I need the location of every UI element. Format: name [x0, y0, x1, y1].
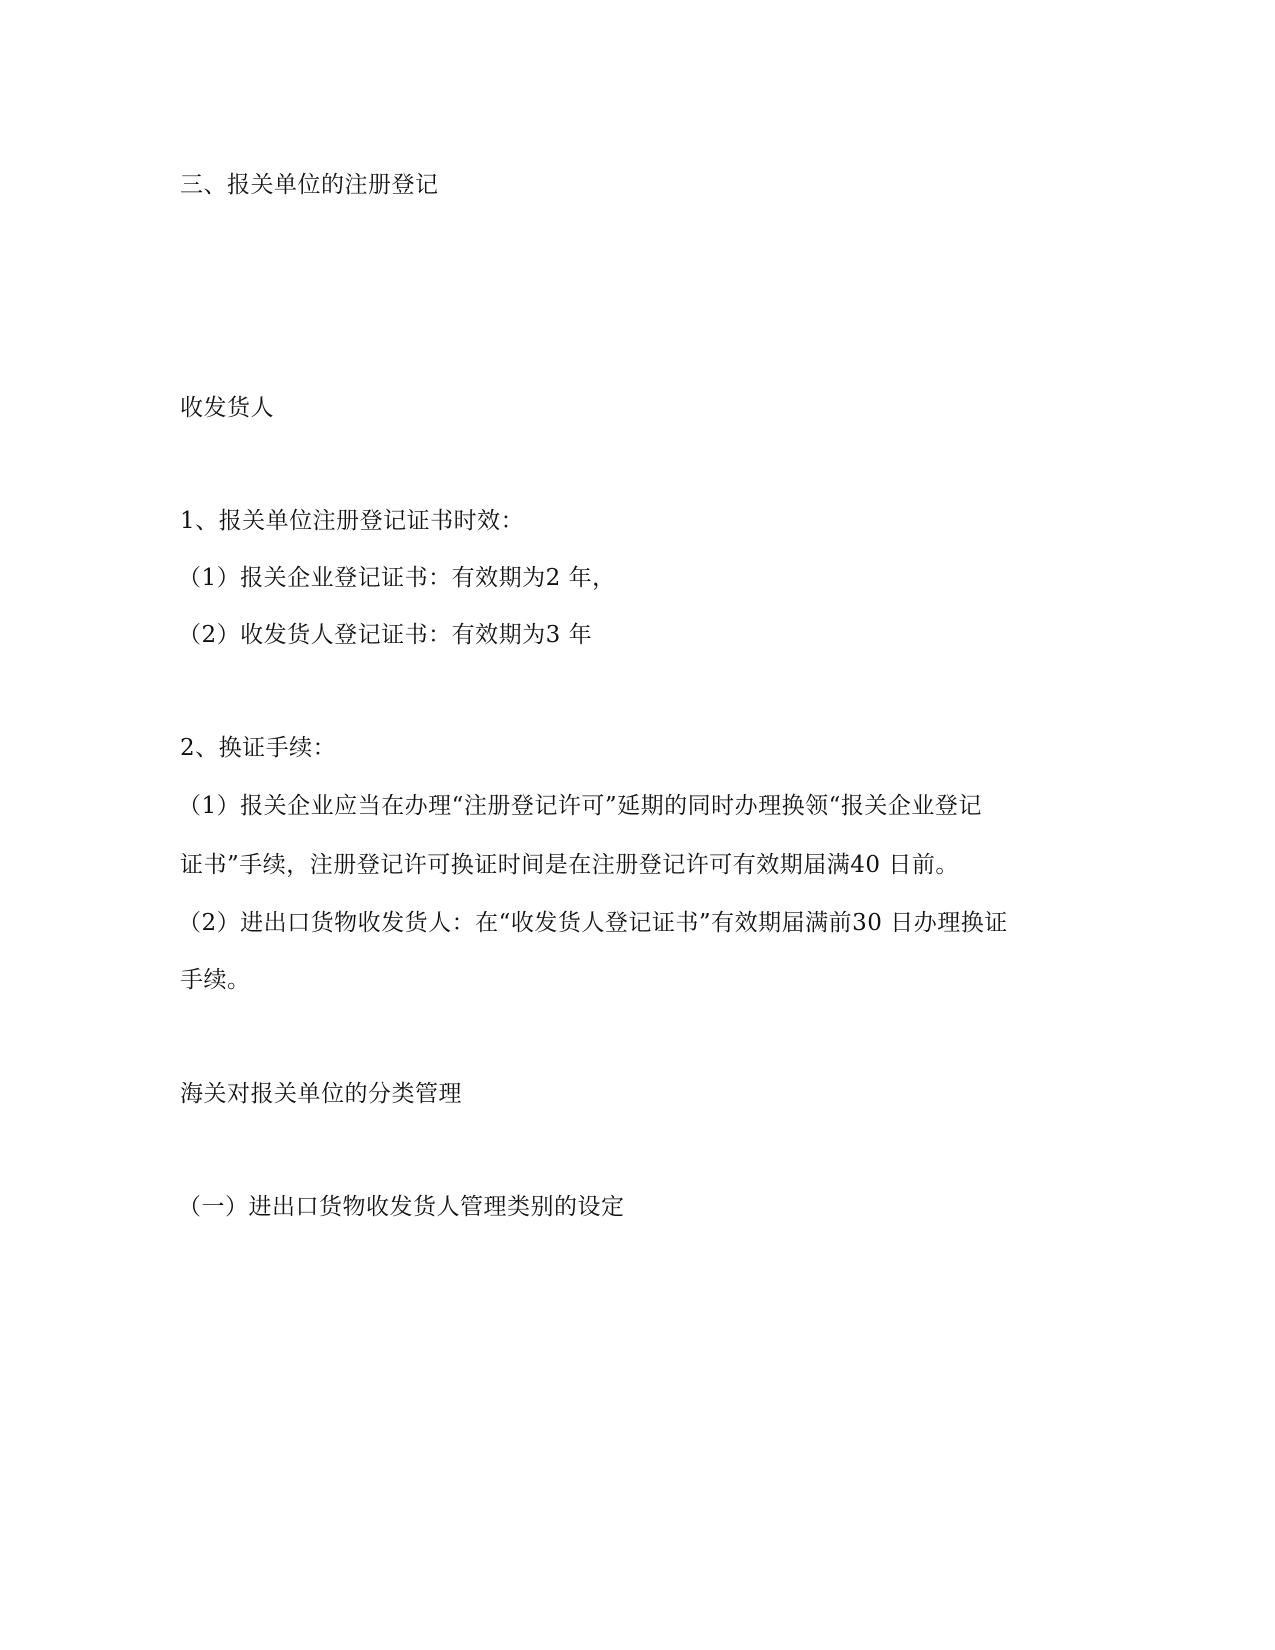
item2-line-3: （2）进出口货物收发货人：在“收发货人登记证书”有效期届满前30 日办理换证 — [178, 910, 1008, 936]
item2-line-1: （1）报关企业应当在办理“注册登记许可”延期的同时办理换领“报关企业登记 — [178, 793, 982, 819]
item2-heading: 2、换证手续： — [180, 735, 337, 761]
item2-line-2: 证书”手续，注册登记许可换证时间是在注册登记许可有效期届满40 日前。 — [180, 852, 959, 878]
subheading-category: （一）进出口货物收发货人管理类别的设定 — [178, 1194, 625, 1220]
item2-line-4: 手续。 — [180, 967, 251, 993]
item1-line-1: （1）报关企业登记证书：有效期为2 年， — [178, 565, 616, 591]
item1-line-2: （2）收发货人登记证书：有效期为3 年 — [178, 622, 593, 648]
subheading-consignee: 收发货人 — [180, 395, 274, 421]
section-title: 三、报关单位的注册登记 — [180, 172, 439, 198]
heading-classification: 海关对报关单位的分类管理 — [180, 1081, 462, 1107]
item1-heading: 1、报关单位注册登记证书时效： — [180, 508, 525, 534]
